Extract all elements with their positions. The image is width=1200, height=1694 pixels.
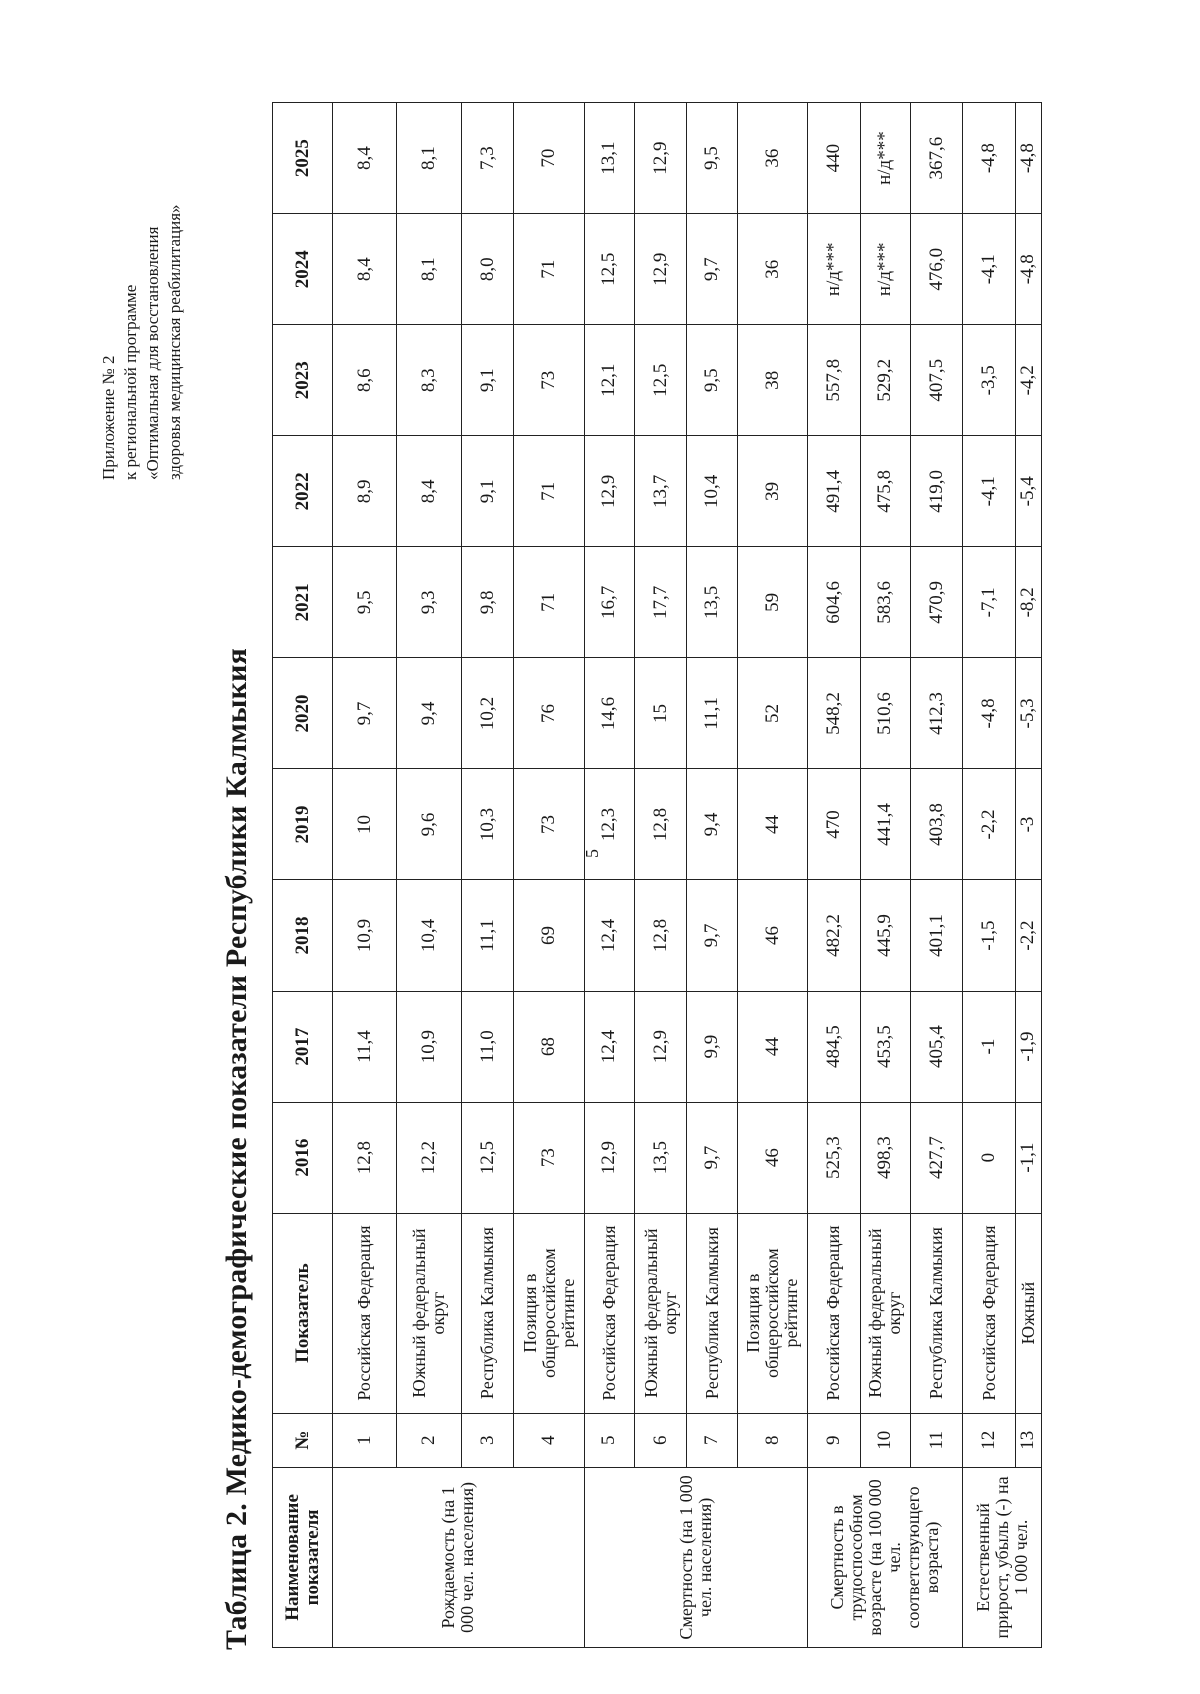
value-cell: 12,3 (584, 769, 634, 880)
indicator-group-name: Смертность в трудоспособном возрасте (на 100 000 чел. соответствующего возраста) (808, 1467, 963, 1647)
value-cell: 445,9 (860, 880, 910, 991)
value-cell: 604,6 (808, 547, 860, 658)
header-year: 2025 (273, 103, 333, 214)
value-cell: 12,9 (584, 1102, 634, 1213)
value-cell: -4,2 (1015, 325, 1041, 436)
value-cell: 39 (737, 436, 807, 547)
value-cell: -8,2 (1015, 547, 1041, 658)
value-cell: н/д*** (808, 214, 860, 325)
row-label: Южный федеральный округ (397, 1213, 461, 1413)
value-cell: н/д*** (860, 103, 910, 214)
value-cell: 10,9 (397, 991, 461, 1102)
value-cell: 453,5 (860, 991, 910, 1102)
value-cell: 17,7 (635, 547, 687, 658)
value-cell: 401,1 (910, 880, 962, 991)
value-cell: 12,8 (635, 880, 687, 991)
value-cell: 12,2 (397, 1102, 461, 1213)
table-row (461, 103, 513, 1648)
value-cell: 470,9 (910, 547, 962, 658)
value-cell: 0 (963, 1102, 1015, 1213)
row-label: Республика Калмыкия (687, 1213, 737, 1413)
header-year: 2019 (273, 769, 333, 880)
row-number: 5 (584, 1413, 634, 1467)
value-cell: 9,4 (687, 769, 737, 880)
row-number: 6 (635, 1413, 687, 1467)
table-body (333, 103, 1042, 1648)
value-cell: -4,8 (963, 103, 1015, 214)
value-cell: 9,7 (687, 214, 737, 325)
value-cell: 475,8 (860, 436, 910, 547)
value-cell: 419,0 (910, 436, 962, 547)
table-row (687, 103, 737, 1648)
value-cell: 36 (737, 214, 807, 325)
row-label: Республика Калмыкия (461, 1213, 513, 1413)
note-line: «Оптимальная для восстановления (143, 226, 162, 480)
value-cell: 73 (514, 1102, 584, 1213)
header-year: 2023 (273, 325, 333, 436)
value-cell: 12,8 (333, 1102, 397, 1213)
value-cell: -2,2 (963, 769, 1015, 880)
row-number: 8 (737, 1413, 807, 1467)
row-number: 4 (514, 1413, 584, 1467)
header-year: 2022 (273, 436, 333, 547)
value-cell: -4,8 (1015, 214, 1041, 325)
value-cell: н/д*** (860, 214, 910, 325)
value-cell: 10 (333, 769, 397, 880)
table-row (397, 103, 461, 1648)
row-number: 10 (860, 1413, 910, 1467)
value-cell: 10,4 (397, 880, 461, 991)
demographics-table (272, 102, 1042, 1648)
value-cell: -1,5 (963, 880, 1015, 991)
table-row (860, 103, 910, 1648)
row-number: 3 (461, 1413, 513, 1467)
indicator-group-name: Смертность (на 1 000 чел. населения) (584, 1467, 808, 1647)
value-cell: 11,1 (687, 658, 737, 769)
value-cell: 71 (514, 436, 584, 547)
value-cell: 9,6 (397, 769, 461, 880)
value-cell: 491,4 (808, 436, 860, 547)
value-cell: 403,8 (910, 769, 962, 880)
page-number: 5 (582, 849, 602, 858)
value-cell: 11,1 (461, 880, 513, 991)
value-cell: -1,9 (1015, 991, 1041, 1102)
indicator-group-name: Естественный прирост, убыль (-) на 1 000 чел. (963, 1467, 1042, 1647)
table-row (963, 103, 1015, 1648)
value-cell: 427,7 (910, 1102, 962, 1213)
value-cell: 73 (514, 325, 584, 436)
value-cell: 583,6 (860, 547, 910, 658)
value-cell: 73 (514, 769, 584, 880)
value-cell: 46 (737, 1102, 807, 1213)
value-cell: 529,2 (860, 325, 910, 436)
value-cell: 13,5 (687, 547, 737, 658)
value-cell: 470 (808, 769, 860, 880)
value-cell: 557,8 (808, 325, 860, 436)
value-cell: 12,5 (584, 214, 634, 325)
value-cell: 13,7 (635, 436, 687, 547)
value-cell: 8,4 (397, 436, 461, 547)
value-cell: 525,3 (808, 1102, 860, 1213)
value-cell: 52 (737, 658, 807, 769)
value-cell: 13,1 (584, 103, 634, 214)
row-label: Российская Федерация (584, 1213, 634, 1413)
row-number: 9 (808, 1413, 860, 1467)
value-cell: 46 (737, 880, 807, 991)
row-number: 7 (687, 1413, 737, 1467)
row-label: Российская Федерация (333, 1213, 397, 1413)
value-cell: 405,4 (910, 991, 962, 1102)
value-cell: -5,3 (1015, 658, 1041, 769)
value-cell: 12,5 (461, 1102, 513, 1213)
value-cell: 8,0 (461, 214, 513, 325)
row-number: 11 (910, 1413, 962, 1467)
header-year: 2017 (273, 991, 333, 1102)
table-row (737, 103, 807, 1648)
value-cell: 9,5 (687, 325, 737, 436)
value-cell: 71 (514, 547, 584, 658)
value-cell: 8,6 (333, 325, 397, 436)
value-cell: -1 (963, 991, 1015, 1102)
value-cell: 12,5 (635, 325, 687, 436)
value-cell: 9,7 (333, 658, 397, 769)
value-cell: 407,5 (910, 325, 962, 436)
table-row (514, 103, 584, 1648)
header-year: 2016 (273, 1102, 333, 1213)
row-label: Позиция в общероссийском рейтинге (737, 1213, 807, 1413)
value-cell: 71 (514, 214, 584, 325)
value-cell: -4,8 (963, 658, 1015, 769)
note-line: к региональной программе (121, 284, 140, 480)
value-cell: 9,4 (397, 658, 461, 769)
header-year: 2020 (273, 658, 333, 769)
value-cell: -4,1 (963, 214, 1015, 325)
header-indicator: Показатель (273, 1213, 333, 1413)
value-cell: 9,8 (461, 547, 513, 658)
value-cell: 9,1 (461, 325, 513, 436)
value-cell: 8,4 (333, 103, 397, 214)
value-cell: -5,4 (1015, 436, 1041, 547)
value-cell: 8,4 (333, 214, 397, 325)
row-number: 1 (333, 1413, 397, 1467)
value-cell: 12,9 (635, 103, 687, 214)
value-cell: 8,3 (397, 325, 461, 436)
value-cell: 440 (808, 103, 860, 214)
value-cell: 476,0 (910, 214, 962, 325)
value-cell: 44 (737, 991, 807, 1102)
note-line: Приложение № 2 (99, 355, 118, 480)
table-row (333, 103, 397, 1648)
value-cell: 482,2 (808, 880, 860, 991)
value-cell: -4,1 (963, 436, 1015, 547)
row-label: Южный федеральный округ (860, 1213, 910, 1413)
table-row (1015, 103, 1041, 1648)
value-cell: 11,0 (461, 991, 513, 1102)
value-cell: -7,1 (963, 547, 1015, 658)
row-label: Южный федеральный округ (635, 1213, 687, 1413)
value-cell: 10,3 (461, 769, 513, 880)
value-cell: 7,3 (461, 103, 513, 214)
value-cell: 12,1 (584, 325, 634, 436)
value-cell: 441,4 (860, 769, 910, 880)
value-cell: 8,1 (397, 103, 461, 214)
value-cell: 10,4 (687, 436, 737, 547)
row-number: 12 (963, 1413, 1015, 1467)
value-cell: 11,4 (333, 991, 397, 1102)
value-cell: -2,2 (1015, 880, 1041, 991)
row-label: Российская Федерация (808, 1213, 860, 1413)
value-cell: -4,8 (1015, 103, 1041, 214)
value-cell: 13,5 (635, 1102, 687, 1213)
value-cell: 548,2 (808, 658, 860, 769)
value-cell: 10,2 (461, 658, 513, 769)
row-label: Российская Федерация (963, 1213, 1015, 1413)
value-cell: 9,9 (687, 991, 737, 1102)
value-cell: 412,3 (910, 658, 962, 769)
value-cell: 10,9 (333, 880, 397, 991)
value-cell: 12,9 (584, 436, 634, 547)
value-cell: 510,6 (860, 658, 910, 769)
row-number: 2 (397, 1413, 461, 1467)
header-name: Наименование показателя (273, 1467, 333, 1647)
value-cell: 69 (514, 880, 584, 991)
row-number: 13 (1015, 1413, 1041, 1467)
value-cell: -3,5 (963, 325, 1015, 436)
row-label: Позиция в общероссийском рейтинге (514, 1213, 584, 1413)
value-cell: 36 (737, 103, 807, 214)
row-label: Южный (1015, 1213, 1041, 1413)
value-cell: 12,4 (584, 880, 634, 991)
value-cell: 12,9 (635, 991, 687, 1102)
value-cell: 367,6 (910, 103, 962, 214)
value-cell: 9,1 (461, 436, 513, 547)
value-cell: 16,7 (584, 547, 634, 658)
table-row (910, 103, 962, 1648)
header-num: № (273, 1413, 333, 1467)
header-row (273, 103, 333, 1648)
value-cell: 484,5 (808, 991, 860, 1102)
value-cell: 44 (737, 769, 807, 880)
value-cell: 14,6 (584, 658, 634, 769)
header-year: 2021 (273, 547, 333, 658)
table-row (635, 103, 687, 1648)
note-line: здоровья медицинская реабилитация» (165, 204, 184, 480)
value-cell: 9,5 (687, 103, 737, 214)
table-row (584, 103, 634, 1648)
demographics-table-container (272, 102, 1042, 1648)
value-cell: 8,9 (333, 436, 397, 547)
value-cell: 12,8 (635, 769, 687, 880)
value-cell: 38 (737, 325, 807, 436)
value-cell: 12,9 (635, 214, 687, 325)
value-cell: 9,7 (687, 1102, 737, 1213)
indicator-group-name: Рождаемость (на 1 000 чел. населения) (333, 1467, 585, 1647)
value-cell: 12,4 (584, 991, 634, 1102)
row-label: Республика Калмыкия (910, 1213, 962, 1413)
value-cell: 9,5 (333, 547, 397, 658)
value-cell: 70 (514, 103, 584, 214)
value-cell: -3 (1015, 769, 1041, 880)
value-cell: 9,3 (397, 547, 461, 658)
value-cell: 15 (635, 658, 687, 769)
value-cell: 498,3 (860, 1102, 910, 1213)
table-title: Таблица 2. Медико-демографические показатели Республики Калмыкия (220, 647, 253, 1650)
header-year: 2024 (273, 214, 333, 325)
value-cell: 68 (514, 991, 584, 1102)
value-cell: 8,1 (397, 214, 461, 325)
value-cell: 76 (514, 658, 584, 769)
table-row (808, 103, 860, 1648)
header-year: 2018 (273, 880, 333, 991)
value-cell: 9,7 (687, 880, 737, 991)
value-cell: -1,1 (1015, 1102, 1041, 1213)
value-cell: 59 (737, 547, 807, 658)
